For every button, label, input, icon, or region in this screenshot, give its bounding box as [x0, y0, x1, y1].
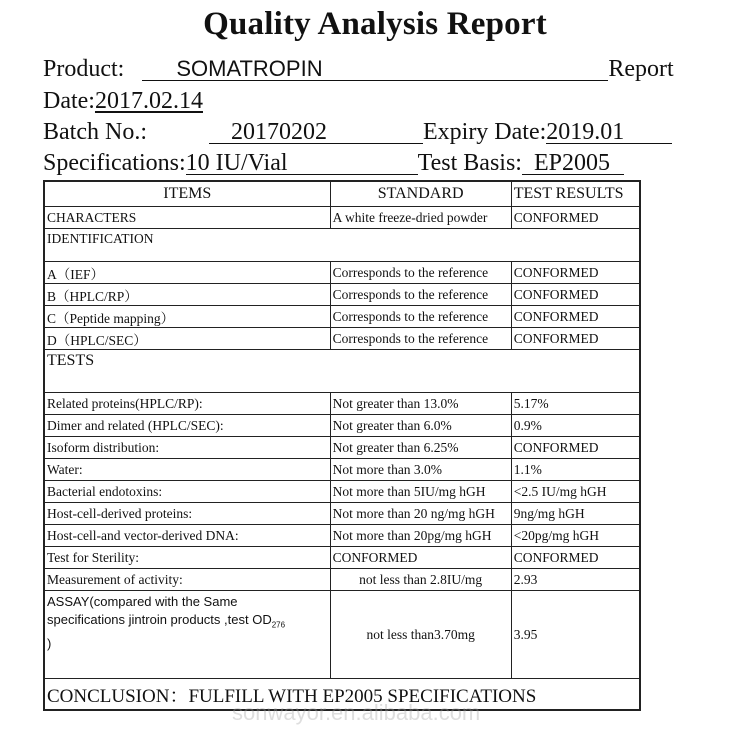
result-cell: CONFORMED	[511, 262, 640, 284]
result-cell: 2.93	[511, 569, 640, 591]
header-test-results: TEST RESULTS	[511, 181, 640, 207]
assay-line-2: specifications jintroin products ,test $OD_{276}$	[47, 612, 286, 630]
table-row	[44, 459, 640, 481]
standard-cell: CONFORMED	[330, 547, 511, 569]
standard-cell: Not more than 20 ng/mg hGH	[330, 503, 511, 525]
result-cell: CONFORMED	[511, 437, 640, 459]
standard-cell: Not more than 3.0%	[330, 459, 511, 481]
standard-cell: Corresponds to the reference	[330, 306, 511, 328]
product-value: SOMATROPIN	[142, 58, 608, 81]
standard-cell: Corresponds to the reference	[330, 328, 511, 350]
date-value: 2017.02.14	[94, 88, 203, 114]
expiry-label: Expiry Date:	[422, 119, 547, 145]
item-cell: Isoform distribution:	[44, 437, 330, 459]
table-row	[44, 481, 640, 503]
conclusion-cell: CONCLUSION：FULFILL WITH EP2005 SPECIFICATIONS	[44, 679, 640, 711]
basis-value: EP2005	[522, 152, 624, 175]
batch-label: Batch No.:	[43, 119, 147, 145]
identification-section-row	[44, 229, 640, 262]
standard-cell: Not greater than 6.0%	[330, 415, 511, 437]
table-row	[44, 415, 640, 437]
product-line	[43, 56, 674, 83]
result-cell: 9ng/mg hGH	[511, 503, 640, 525]
item-cell: A（IEF）	[44, 262, 330, 284]
spec-label: Specifications:	[43, 150, 186, 176]
item-cell: Test for Sterility:	[44, 547, 330, 569]
item-cell: C（Peptide mapping）	[44, 306, 330, 328]
standard-cell: Corresponds to the reference	[330, 262, 511, 284]
table-row	[44, 207, 640, 229]
table-header-row	[44, 181, 640, 207]
result-cell: CONFORMED	[511, 284, 640, 306]
result-cell: CONFORMED	[511, 328, 640, 350]
header-standard: STANDARD	[330, 181, 511, 207]
result-cell: CONFORMED	[511, 306, 640, 328]
result-cell: 1.1%	[511, 459, 640, 481]
item-cell: Measurement of activity:	[44, 569, 330, 591]
result-cell: CONFORMED	[511, 547, 640, 569]
table-row	[44, 437, 640, 459]
basis-label: Test Basis:	[417, 150, 522, 176]
assay-line-1: ASSAY(compared with the Same	[47, 594, 238, 609]
standard-cell: Not greater than 6.25%	[330, 437, 511, 459]
table-row	[44, 503, 640, 525]
product-label: Product:	[43, 56, 125, 82]
date-label: Date:	[43, 88, 95, 114]
item-cell: Host-cell-and vector-derived DNA:	[44, 525, 330, 547]
assay-row	[44, 591, 640, 679]
standard-cell: Not more than 5IU/mg hGH	[330, 481, 511, 503]
item-cell: Bacterial endotoxins:	[44, 481, 330, 503]
standard-cell: not less than3.70mg	[330, 591, 511, 679]
table-row	[44, 284, 640, 306]
spec-line	[43, 150, 624, 177]
header-items: ITEMS	[44, 181, 330, 207]
item-cell: Water:	[44, 459, 330, 481]
assay-item-cell	[44, 591, 330, 679]
batch-value: 20170202	[209, 121, 423, 144]
result-cell: 0.9%	[511, 415, 640, 437]
batch-line	[43, 119, 672, 146]
tests-label: TESTS	[44, 350, 640, 393]
expiry-value: 2019.01	[546, 121, 672, 144]
standard-cell: not less than 2.8IU/mg	[330, 569, 511, 591]
result-cell: <2.5 IU/mg hGH	[511, 481, 640, 503]
table-row	[44, 328, 640, 350]
standard-cell: A white freeze-dried powder	[330, 207, 511, 229]
result-cell: CONFORMED	[511, 207, 640, 229]
table-row	[44, 569, 640, 591]
conclusion-row	[44, 679, 640, 711]
result-cell: 5.17%	[511, 393, 640, 415]
analysis-table	[43, 180, 641, 711]
standard-cell: Not more than 20pg/mg hGH	[330, 525, 511, 547]
standard-cell: Corresponds to the reference	[330, 284, 511, 306]
item-cell: Host-cell-derived proteins:	[44, 503, 330, 525]
item-cell: B（HPLC/RP）	[44, 284, 330, 306]
result-cell: <20pg/mg hGH	[511, 525, 640, 547]
tests-section-row	[44, 350, 640, 393]
table-row	[44, 525, 640, 547]
identification-label: IDENTIFICATION	[44, 229, 640, 262]
date-line	[43, 88, 203, 115]
table-row	[44, 547, 640, 569]
standard-cell: Not greater than 13.0%	[330, 393, 511, 415]
table-row	[44, 306, 640, 328]
item-cell: Related proteins(HPLC/RP):	[44, 393, 330, 415]
item-cell: D（HPLC/SEC）	[44, 328, 330, 350]
assay-subscript: 276	[271, 620, 286, 630]
item-cell: Dimer and related (HPLC/SEC):	[44, 415, 330, 437]
spec-value: 10 IU/Vial	[186, 152, 418, 175]
assay-line-3: )	[47, 635, 52, 651]
report-label: Report	[608, 56, 674, 82]
watermark: sonwayor.en.alibaba.com	[232, 700, 481, 725]
table-row	[44, 262, 640, 284]
table-row	[44, 393, 640, 415]
item-cell: CHARACTERS	[44, 207, 330, 229]
result-cell: 3.95	[511, 591, 640, 679]
report-title: Quality Analysis Report	[203, 6, 547, 42]
